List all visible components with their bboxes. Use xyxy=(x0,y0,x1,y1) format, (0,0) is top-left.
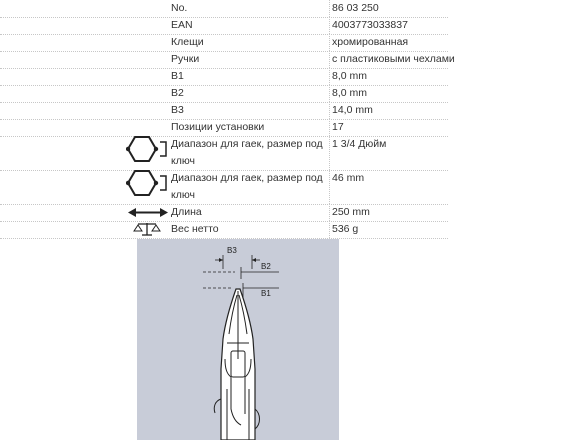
b1-label: B1 xyxy=(261,289,271,298)
spec-row-positions xyxy=(0,119,448,137)
spec-label: Клещи xyxy=(171,36,204,48)
spec-row-pliers xyxy=(0,34,448,52)
spec-label: Диапазон для гаек, размер под xyxy=(171,172,323,184)
spec-row-length xyxy=(0,204,448,222)
spec-row-b2 xyxy=(0,85,448,103)
hex-nut-icon xyxy=(126,136,168,170)
spec-value: 46 mm xyxy=(332,172,365,184)
scale-icon xyxy=(126,221,168,238)
double-arrow-icon xyxy=(126,204,168,221)
hex-nut-icon xyxy=(126,170,168,204)
spec-value: 14,0 mm xyxy=(332,104,373,116)
spec-value: 4003773033837 xyxy=(332,19,408,31)
pliers-jaw-diagram xyxy=(137,239,339,440)
spec-row-nut-range-inch xyxy=(0,136,448,171)
spec-value: 86 03 250 xyxy=(332,2,379,14)
spec-row-ean xyxy=(0,17,448,35)
spec-label: EAN xyxy=(171,19,193,31)
spec-label: Длина xyxy=(171,206,202,218)
b2-label: B2 xyxy=(261,262,271,271)
spec-label: Ручки xyxy=(171,53,200,65)
spec-row-nut-range-mm xyxy=(0,170,448,205)
spec-value: 250 mm xyxy=(332,206,370,218)
spec-value: 17 xyxy=(332,121,344,133)
b3-label: B3 xyxy=(227,246,237,255)
spec-label: Вес нетто xyxy=(171,223,219,235)
spec-label: B1 xyxy=(171,70,184,82)
spec-value: с пластиковыми чехлами xyxy=(332,53,455,65)
spec-row-number xyxy=(0,0,448,18)
spec-value: хромированная xyxy=(332,36,409,48)
spec-row-b3 xyxy=(0,102,448,120)
spec-value: 1 3/4 Дюйм xyxy=(332,138,387,150)
spec-label: Диапазон для гаек, размер под xyxy=(171,138,323,150)
spec-label-continued: ключ xyxy=(171,189,195,201)
spec-row-handles xyxy=(0,51,455,69)
pliers-jaw-drawing xyxy=(137,239,339,440)
spec-value: 8,0 mm xyxy=(332,70,368,82)
spec-label-continued: ключ xyxy=(171,155,195,167)
spec-label: B2 xyxy=(171,87,184,99)
spec-value: 536 g xyxy=(332,223,359,235)
spec-value: 8,0 mm xyxy=(332,87,368,99)
spec-label: B3 xyxy=(171,104,184,116)
spec-label: Позиции установки xyxy=(171,121,265,133)
spec-row-weight xyxy=(0,221,448,239)
spec-label: No. xyxy=(171,2,188,14)
spec-row-b1 xyxy=(0,68,448,86)
